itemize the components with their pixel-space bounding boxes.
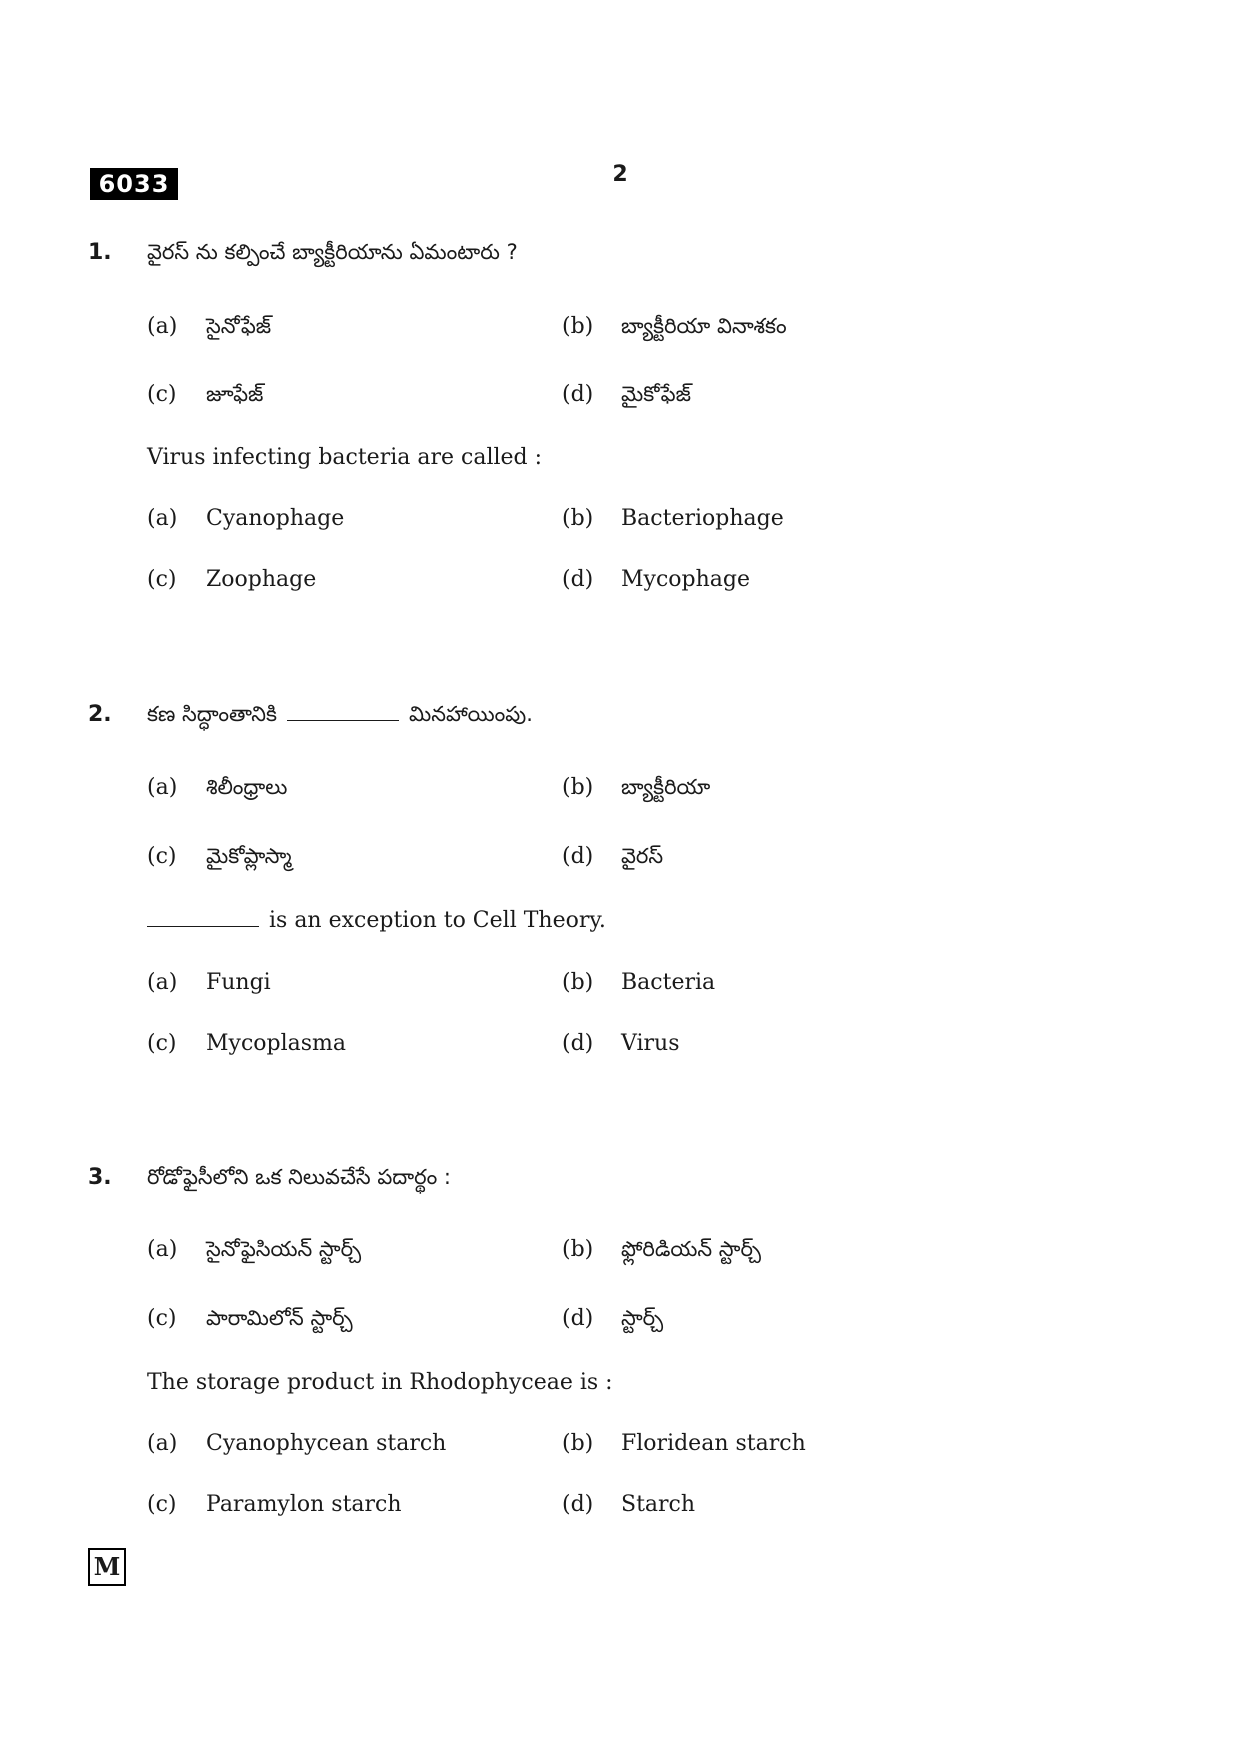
option-text: బ్యాక్టీరియా వినాశకం: [621, 314, 787, 338]
option-text: Zoophage: [206, 567, 317, 592]
option-label: (a): [147, 506, 178, 531]
option-text: Floridean starch: [621, 1431, 806, 1456]
option-text: Virus: [621, 1031, 680, 1056]
question-number: 3.: [88, 1165, 112, 1190]
option-text: Fungi: [206, 970, 271, 995]
paper-code-badge: 6033: [90, 168, 178, 200]
option-row: [0, 506, 1240, 536]
option-label: (d): [562, 844, 594, 869]
option-text: శిలీంధ్రాలు: [206, 775, 288, 799]
option-label: (a): [147, 1237, 178, 1262]
option-label: (d): [562, 382, 594, 407]
option-label: (d): [562, 1031, 594, 1056]
option-text: Mycophage: [621, 567, 750, 592]
option-row: [0, 1492, 1240, 1522]
option-label: (b): [562, 970, 594, 995]
question-stem-telugu: [147, 702, 533, 732]
option-text: సైనోఫేజ్: [206, 314, 272, 338]
option-text: Bacteriophage: [621, 506, 784, 531]
page-number: 2: [612, 162, 628, 187]
option-text: పారామిలోన్ స్టార్చ్: [206, 1306, 353, 1330]
option-text: Cyanophycean starch: [206, 1431, 447, 1456]
option-row: [0, 314, 1240, 344]
option-row: [0, 1306, 1240, 1336]
option-label: (c): [147, 844, 177, 869]
option-text: Mycoplasma: [206, 1031, 347, 1056]
question-stem-telugu: వైరస్ ను కల్పించే బ్యాక్టీరియాను ఏమంటారు ?: [147, 240, 518, 264]
stem-text-before: కణ సిద్ధాంతానికి: [147, 702, 277, 726]
option-label: (b): [562, 1431, 594, 1456]
option-row: [0, 970, 1240, 1000]
option-label: (d): [562, 1306, 594, 1331]
option-label: (a): [147, 314, 178, 339]
option-text: మైకోఫేజ్: [621, 382, 691, 406]
option-text: బ్యాక్టీరియా: [621, 775, 711, 799]
question-number: 2.: [88, 702, 112, 727]
option-label: (c): [147, 382, 177, 407]
option-row: [0, 844, 1240, 874]
stem-text-after: is an exception to Cell Theory.: [269, 908, 606, 933]
question-stem-english: Virus infecting bacteria are called :: [147, 445, 543, 470]
option-label: (b): [562, 1237, 594, 1262]
option-label: (a): [147, 775, 178, 800]
option-text: మైకోప్లాస్మా: [206, 844, 292, 868]
option-row: [0, 382, 1240, 412]
option-text: Paramylon starch: [206, 1492, 402, 1517]
option-label: (b): [562, 775, 594, 800]
option-label: (c): [147, 1306, 177, 1331]
question-number: 1.: [88, 240, 112, 265]
answer-blank: [287, 719, 399, 721]
option-text: Starch: [621, 1492, 696, 1517]
option-label: (d): [562, 567, 594, 592]
option-row: [0, 567, 1240, 597]
question-stem-english: The storage product in Rhodophyceae is :: [147, 1370, 613, 1395]
option-row: [0, 1431, 1240, 1461]
option-row: [0, 1237, 1240, 1267]
option-label: (d): [562, 1492, 594, 1517]
medium-mark-badge: M: [88, 1548, 126, 1586]
option-text: సైనోఫైసియన్ స్టార్చ్: [206, 1237, 362, 1261]
option-label: (b): [562, 506, 594, 531]
option-label: (b): [562, 314, 594, 339]
option-label: (c): [147, 1492, 177, 1517]
option-label: (c): [147, 567, 177, 592]
option-label: (a): [147, 970, 178, 995]
option-row: [0, 775, 1240, 805]
option-row: [0, 1031, 1240, 1061]
question-stem-telugu: రోడోఫైసీలోని ఒక నిలువచేసే పదార్థం :: [147, 1165, 451, 1189]
option-label: (c): [147, 1031, 177, 1056]
option-text: ఫ్లోరిడియన్ స్టార్చ్: [621, 1237, 762, 1261]
option-text: వైరస్: [621, 844, 664, 868]
option-text: Cyanophage: [206, 506, 345, 531]
question-stem-english: [147, 908, 606, 933]
option-text: స్టార్చ్: [621, 1306, 664, 1330]
option-text: జూఫేజ్: [206, 382, 264, 406]
option-label: (a): [147, 1431, 178, 1456]
answer-blank: [147, 925, 259, 927]
stem-text-after: మినహాయింపు.: [409, 702, 533, 726]
option-text: Bacteria: [621, 970, 716, 995]
